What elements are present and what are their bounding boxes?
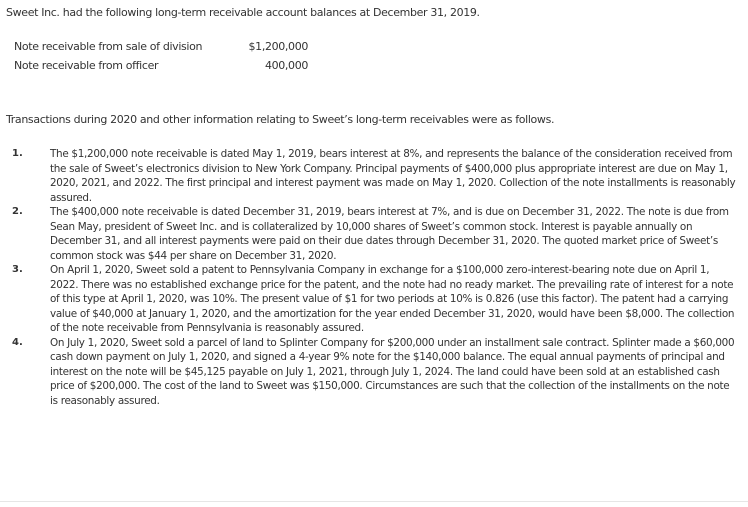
item-text: On April 1, 2020, Sweet sold a patent to Pennsylvania Company in exchange for a $100,000 zero-interest-bearing note due on April 1, 2022. There was no established exchange price for the patent, and the note had no ready market. The prevailing rate of interest for a note of this type at April 1, 2020, was 10%. The present value of $1 for two periods at 10% is 0.826 (use this factor). The patent had a carrying value of $40,000 at January 1, 2020, and the amortization for the year ended December 31, 2020, would have been $8,000. The collection of the note receivable from Pennsylvania is reasonably assured. bbox=[50, 264, 735, 334]
transactions-list bbox=[12, 147, 737, 408]
balances-table bbox=[14, 40, 314, 78]
list-item bbox=[12, 336, 737, 409]
list-item bbox=[12, 263, 737, 336]
transactions-intro: Transactions during 2020 and other information relating to Sweet’s long-term receivables were as follows. bbox=[6, 113, 555, 126]
item-number: 1. bbox=[12, 148, 23, 159]
divider bbox=[0, 501, 748, 502]
item-text: On July 1, 2020, Sweet sold a parcel of land to Splinter Company for $200,000 under an installment sale contract. Splinter made a $60,000 cash down payment on July 1, 2020, and signed a 4-year 9% note for the $140,000 balance. The equal annual payments of principal and interest on the note will be $45,125 payable on July 1, 2021, through July 1, 2024. The land could have been sold at an established cash price of $200,000. The cost of the land to Sweet was $150,000. Circumstances are such that the collection of the installments on the note is reasonably assured. bbox=[50, 336, 735, 407]
balance-row bbox=[14, 59, 314, 78]
intro-text: Sweet Inc. had the following long-term receivable account balances at December 31, 2019. bbox=[6, 6, 480, 19]
item-number: 4. bbox=[12, 336, 23, 348]
balance-row bbox=[14, 40, 314, 59]
item-text: The $1,200,000 note receivable is dated May 1, 2019, bears interest at 8%, and represents the balance of the consideration received from the sale of Sweet’s electronics division to New York Company. Principal payments of $400,000 plus appropriate interest are due on May 1, 2020, 2021, and 2022. The first principal and interest payment was made on May 1, 2020. Collection of the note installments is reasonably assured. bbox=[50, 148, 736, 204]
list-item bbox=[12, 205, 737, 263]
balance-label: Note receivable from sale of division bbox=[14, 40, 203, 53]
balance-amount: 400,000 bbox=[264, 59, 308, 72]
balance-amount: $1,200,000 bbox=[248, 40, 308, 53]
balance-label: Note receivable from officer bbox=[14, 59, 159, 72]
item-number: 3. bbox=[12, 264, 23, 275]
list-item bbox=[12, 147, 737, 205]
item-number: 2. bbox=[12, 206, 23, 217]
item-text: The $400,000 note receivable is dated December 31, 2019, bears interest at 7%, and is due on December 31, 2022. The note is due from Sean May, president of Sweet Inc. and is collateralized by 10,000 shares of Sweet’s common stock. Interest is payable annually on December 31, and all interest payments were paid on their due dates through December 31, 2020. The quoted market price of Sweet’s common stock was $44 per share on December 31, 2020. bbox=[50, 206, 729, 262]
